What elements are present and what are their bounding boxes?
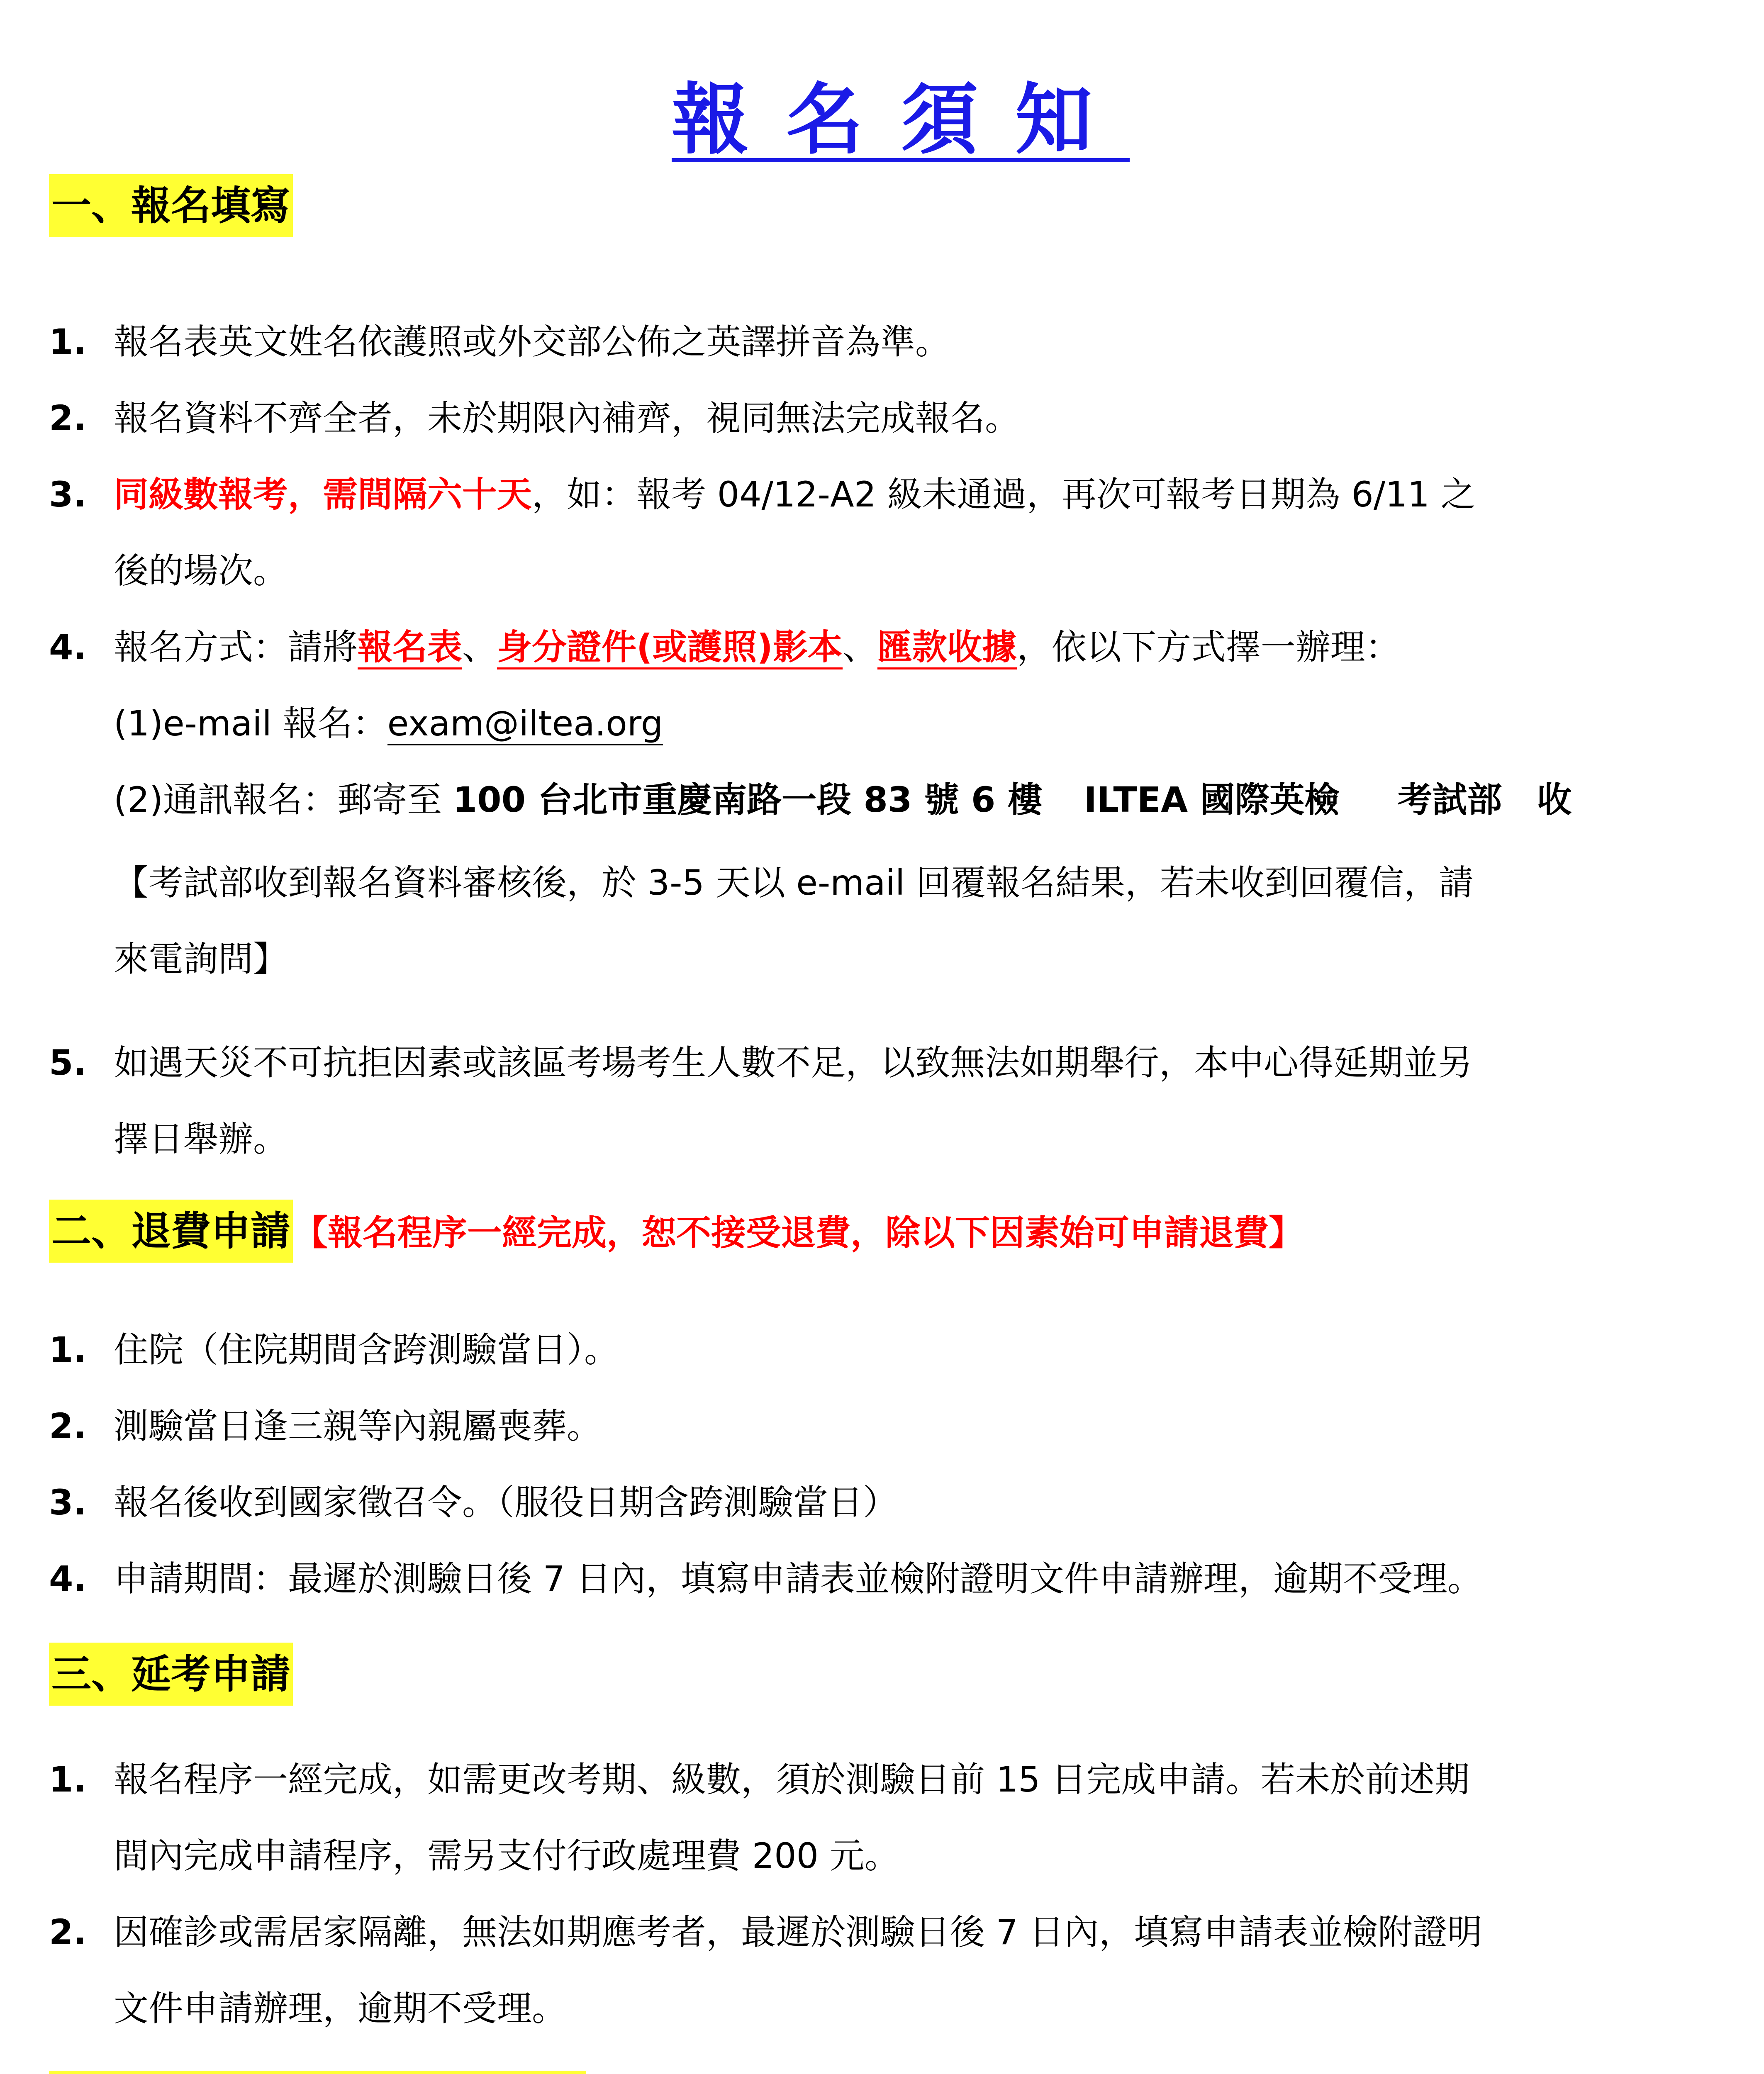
- refund-note: 【報名程序一經完成，恕不接受退費，除以下因素始可申請退費】: [293, 1212, 1304, 1253]
- page-title: [0, 58, 1764, 169]
- section-heading-refund: 二、退費申請【報名程序一經完成，恕不接受退費，除以下因素始可申請退費】: [49, 1200, 1304, 1263]
- section-heading-mailing: [49, 2071, 586, 2074]
- mail-dept: 考試部 收: [1397, 779, 1572, 820]
- receipt-label: 匯款收據: [877, 627, 1017, 669]
- section-heading-registration: 一、報名填寫: [49, 174, 293, 237]
- registration-form-label: 報名表: [358, 627, 462, 669]
- section-heading-postpone: 三、延考申請: [49, 1643, 293, 1706]
- mail-address: 100 台北市重慶南路一段 83 號 6 樓: [453, 779, 1043, 820]
- emphasis-text: 同級數報考，需間隔六十天: [114, 474, 532, 515]
- email-link[interactable]: exam@iltea.org: [387, 703, 663, 745]
- id-copy-label: 身分證件(或護照)影本: [497, 627, 843, 669]
- mail-org: ILTEA 國際英檢: [1084, 779, 1340, 820]
- page: 報名須知 一、報名填寫 1. 報名表英文姓名依護照或外交部公佈之英譯拼音為準。 2. 報名資料不齊全者，未於期限內補齊，視同無法完成報名。 3. 同級數報考，需間隔六十天，如：報考 04/12-A2 級未通過，再次可報考日期為 6/11 之 後的場次。 4. 報名方式：請將報名表、身分證件(或護照)影本、匯款收據，依以下方式擇一辦理： (1)e-mail 報名：exam@iltea.org (2)通訊報名：郵寄至 100 台北市重慶南路一段 83 號 6 樓 ILTEA 國際英檢 考試部 收 【考試部收到報名資料審核後，於 3-5 天以 e-mail 回覆報名結果，若未收到回覆信，請 來電詢問】 5. 如遇天災不可抗拒因素或該區考場考生人數不足，以致無法如期舉行，本中心得延期並另 擇日舉辦。 二、退費申請【報名程序一經完成，恕不接受退費，除以下因素始可申請退費】 1. 住院（住院期間含跨測驗當日）。 2. 測驗當日逢三親等內親屬喪葬。 3. 報名後收到國家徵召令。（服役日期含跨測驗當日） 4. 申請期間：最遲於測驗日後 7 日內，填寫申請表並檢附證明文件申請辦理，逾期不受理。 三、延考申請 1. 報名程序一經完成，如需更改考期、級數，須於測驗日前 15 日完成申請。若未於前述期 間內完成申請程序，需另支付行政處理費 200 元。 2. 因確診或需居家隔離，無法如期應考者，最遲於測驗日後 7 日內，填寫申請表並檢附證明 文件申請辦理，逾期不受理。: [0, 0, 1764, 2074]
- page-title-text: 報名須知: [671, 74, 1130, 165]
